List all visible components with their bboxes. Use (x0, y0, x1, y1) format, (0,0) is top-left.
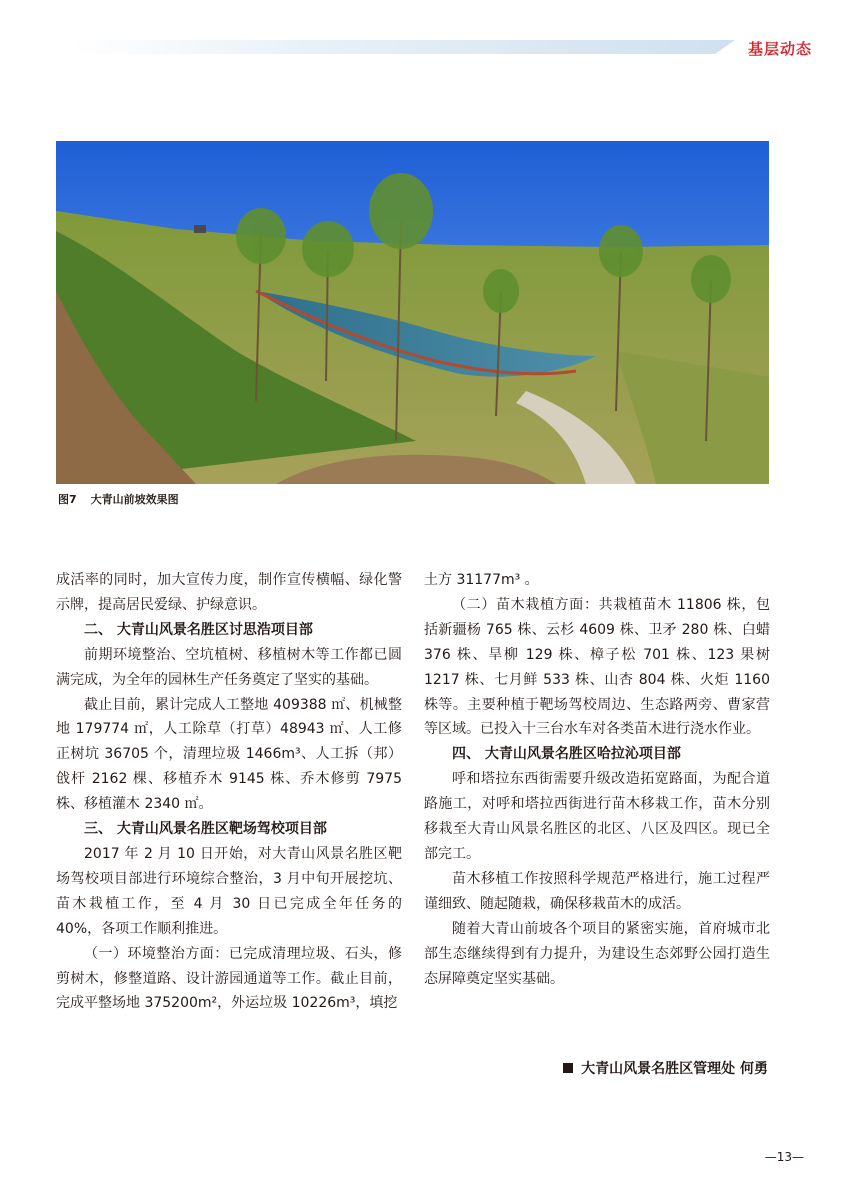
author-line (563, 1058, 768, 1078)
article-left-column (56, 568, 402, 1016)
landscape-photo (56, 141, 769, 484)
figure-number: 图7 (58, 493, 77, 506)
page-number: —13— (764, 1150, 804, 1164)
section-heading: 二、 大青山风景名胜区讨思浩项目部 (84, 621, 313, 638)
paragraph: 土方 31177m³ 。 (424, 572, 539, 588)
header-band (70, 40, 735, 54)
paragraph: 成活率的同时，加大宣传力度，制作宣传横幅、绿化警示牌，提高居民爱绿、护绿意识。 (56, 572, 402, 613)
paragraph: 呼和塔拉东西街需要升级改造拓宽路面，为配合道路施工，对呼和塔拉西街进行苗木移栽工作，苗木分别移栽至大青山风景名胜区的北区、八区及四区。现已全部完工。 (424, 771, 770, 862)
article-right-column (424, 568, 770, 991)
paragraph: 苗木移植工作按照科学规范严格进行，施工过程严谨细致、随起随栽，确保移栽苗木的成活。 (424, 870, 770, 912)
paragraph: 截止目前，累计完成人工整地 409388 ㎡、机械整地 179774 ㎡，人工除草（打草）48943 ㎡、人工修正树坑 36705 个，清理垃圾 1466m³、人工拆（邦）戗杆 2162 棵、移植乔木 9145 株、乔木修剪 7975 株、移植灌木 2340 ㎡。 (56, 696, 402, 813)
paragraph: 随着大青山前坡各个项目的紧密实施，首府城市北部生态继续得到有力提升，为建设生态郊野公园打造生态屏障奠定坚实基础。 (424, 920, 770, 987)
figure-caption-text: 大青山前坡效果图 (90, 493, 179, 506)
paragraph: 前期环境整治、空坑植树、移植树木等工作都已圆满完成，为全年的园林生产任务奠定了坚实的基础。 (56, 646, 402, 688)
square-bullet-icon (563, 1063, 573, 1073)
paragraph: 2017 年 2 月 10 日开始，对大青山风景名胜区靶场驾校项目部进行环境综合整治，3 月中旬开展挖坑、苗木栽植工作，至 4 月 30 日已完成全年任务的 40%，各项工作顺利推进。 (56, 845, 402, 937)
author-name: 大青山风景名胜区管理处 何勇 (581, 1061, 768, 1077)
section-label: 基层动态 (748, 40, 813, 58)
section-heading: 三、 大青山风景名胜区靶场驾校项目部 (84, 821, 327, 838)
paragraph: （一）环境整治方面：已完成清理垃圾、石头，修剪树木，修整道路、设计游园通道等工作。截止目前，完成平整场地 375200m²，外运垃圾 10226m³，填挖 (56, 945, 402, 1012)
paragraph: （二）苗木栽植方面：共栽植苗木 11806 株，包括新疆杨 765 株、云杉 4609 株、卫矛 280 株、白蜡 376 株、旱柳 129 株、樟子松 701 株、123 果树 1217 株、七月鲜 533 株、山杏 804 株、火炬 1160 株等。主要种植于靶场驾校周边、生态路两旁、曹家营等区域。已投入十三台水车对各类苗木进行浇水作业。 (424, 596, 770, 738)
figure-caption (58, 491, 179, 507)
section-heading: 四、 大青山风景名胜区哈拉沁项目部 (452, 746, 681, 763)
